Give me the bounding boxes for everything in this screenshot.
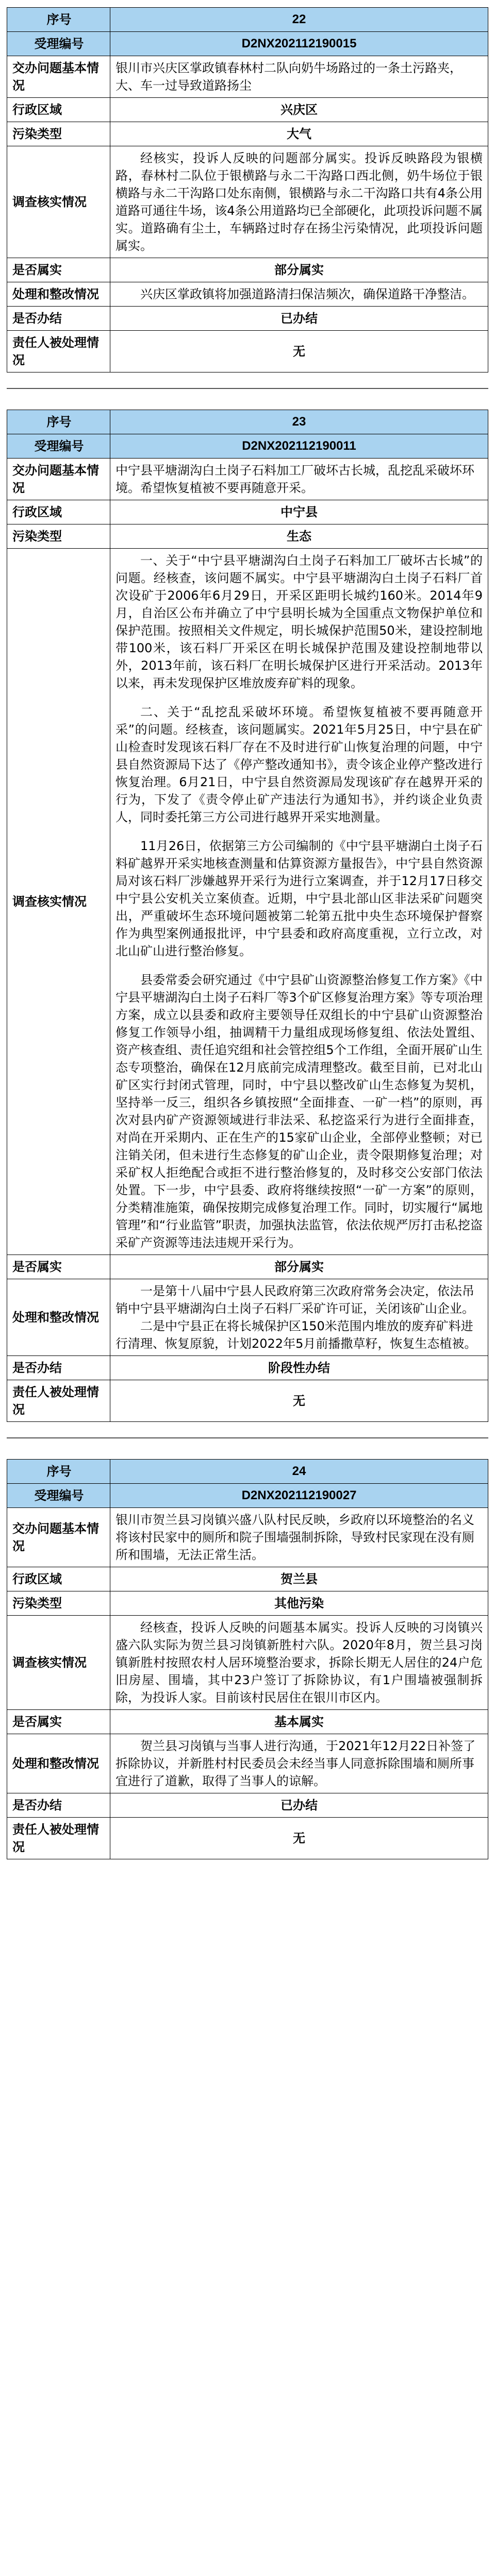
row-responsible	[7, 331, 488, 372]
label-code: 受理编号	[7, 32, 110, 56]
value-handling: 兴庆区掌政镇将加强道路清扫保洁频次，确保道路干净整洁。	[110, 282, 488, 307]
row-handling	[7, 1279, 488, 1356]
row-pollution	[7, 1591, 488, 1616]
value-is-true: 基本属实	[110, 1710, 488, 1734]
investigation-paragraph: 经核实，投诉人反映的问题部分属实。投诉反映路段为银横路，春林村二队位于银横路与永二干沟路口西北侧，奶牛场位于银横路与永二干沟路口处东南侧，银横路与永二干沟路口共有4条公用道路可通往牛场，该4条公用道路均已全部硬化，此项投诉问题不属实。道路确有尘土，车辆路过时存在扬尘污染情况，此项投诉问题属实。	[116, 151, 483, 253]
value-is-done: 阶段性办结	[110, 1356, 488, 1380]
row-investigation	[7, 146, 488, 258]
row-is-done	[7, 307, 488, 331]
value-district: 贺兰县	[110, 1567, 488, 1591]
value-issue: 中宁县平塘湖沟白土岗子石料加工厂破坏古长城，乱挖乱采破坏环境。希望恢复植被不要再随意开采。	[110, 459, 488, 500]
value-is-true: 部分属实	[110, 258, 488, 282]
label-investigation: 调查核实情况	[7, 549, 110, 1255]
investigation-paragraph: 一、关于“中宁县平塘湖沟白土岗子石料加工厂破坏古长城”的问题。经核查，该问题不属实。中宁县平塘湖沟白土岗子石料厂首次设矿于2006年6月29日，开采区距明长城约160米。2014年9月，自治区公布并确立了中宁县明长城为全国重点文物保护单位和保护范围。按照相关文件规定，明长城保护范围50米，建设控制地带100米，该石料厂开采区在明长城保护范围及建设控制地带以外，2013年前，该石料厂在明长城保护区进行开采活动。2013年以来，再未发现保护区堆放废弃矿料的现象。	[116, 553, 483, 690]
row-responsible	[7, 1818, 488, 1859]
label-handling: 处理和整改情况	[7, 1734, 110, 1793]
label-pollution: 污染类型	[7, 122, 110, 146]
row-code	[7, 32, 488, 56]
value-seq: 22	[110, 8, 488, 32]
value-pollution: 其他污染	[110, 1591, 488, 1616]
row-district	[7, 98, 488, 122]
row-district	[7, 500, 488, 524]
row-district	[7, 1567, 488, 1591]
value-handling	[110, 1279, 488, 1356]
label-investigation: 调查核实情况	[7, 146, 110, 258]
value-issue: 银川市贺兰县习岗镇兴盛八队村民反映，乡政府以环境整治的名义将该村民家中的厕所和院子围墙强制拆除，导致村民家现在没有厕所和围墙，无法正常生活。	[110, 1508, 488, 1567]
row-is-done	[7, 1356, 488, 1380]
label-seq: 序号	[7, 1460, 110, 1484]
label-is-true: 是否属实	[7, 1255, 110, 1279]
row-responsible	[7, 1380, 488, 1422]
value-district: 中宁县	[110, 500, 488, 524]
value-code: D2NX202112190011	[110, 434, 488, 459]
label-pollution: 污染类型	[7, 524, 110, 549]
value-seq: 24	[110, 1460, 488, 1484]
label-district: 行政区域	[7, 98, 110, 122]
value-is-done: 已办结	[110, 1793, 488, 1818]
value-is-true: 部分属实	[110, 1255, 488, 1279]
investigation-paragraph: 二、关于“乱挖乱采破坏环境。希望恢复植被不要再随意开采”的问题。经核查，该问题属实。2021年5月25日，中宁县在矿山检查时发现该石料厂存在不及时进行矿山恢复治理的问题，中宁县自然资源局下达了《停产整改通知书》，责令该企业停产整改进行恢复治理。6月21日，中宁县自然资源局发现该矿存在越界开采的行为，下发了《责令停止矿产违法行为通知书》，并约谈企业负责人，同时委托第三方公司进行越界开采实地测量。	[116, 705, 483, 824]
value-handling: 贺兰县习岗镇与当事人进行沟通，于2021年12月22日补签了拆除协议，并新胜村村民委员会未经当事人同意拆除围墙和厕所事宜进行了道歉，取得了当事人的谅解。	[110, 1734, 488, 1793]
value-issue: 银川市兴庆区掌政镇春林村二队向奶牛场路过的一条土污路夹，大、车一过导致道路扬尘	[110, 56, 488, 98]
value-investigation	[110, 1616, 488, 1710]
handling-paragraph: 一是第十八届中宁县人民政府第三次政府常务会决定，依法吊销中宁县平塘湖沟白土岗子石料厂采矿许可证，关闭该矿山企业。	[116, 1284, 474, 1316]
value-investigation	[110, 549, 488, 1255]
label-district: 行政区域	[7, 1567, 110, 1591]
label-investigation: 调查核实情况	[7, 1616, 110, 1710]
label-issue: 交办问题基本情况	[7, 459, 110, 500]
value-code: D2NX202112190015	[110, 32, 488, 56]
value-district: 兴庆区	[110, 98, 488, 122]
label-seq: 序号	[7, 410, 110, 434]
row-is-true	[7, 258, 488, 282]
row-investigation	[7, 549, 488, 1255]
row-issue	[7, 1508, 488, 1567]
label-handling: 处理和整改情况	[7, 1279, 110, 1356]
value-responsible: 无	[110, 1818, 488, 1859]
label-pollution: 污染类型	[7, 1591, 110, 1616]
label-issue: 交办问题基本情况	[7, 56, 110, 98]
label-is-true: 是否属实	[7, 258, 110, 282]
label-responsible: 责任人被处理情况	[7, 1818, 110, 1859]
investigation-paragraph: 县委常委会研究通过《中宁县矿山资源整治修复工作方案》《中宁县平塘湖沟白土岗子石料厂等3个矿区修复治理方案》等专项治理方案，成立以县委和政府主要领导任双组长的中宁县矿山资源整治修复工作领导小组，抽调精干力量组成现场修复组、依法处置组、资产核查组、责任追究组和社会管控组5个工作组，全面开展矿山生态专项整治，确保在12月底前完成清理整改。截至目前，已对北山矿区实行封闭式管理，同时，中宁县以整改矿山生态修复为契机，坚持举一反三，组织各乡镇按照“全面排查、一矿一档”的原则，再次对县内矿产资源领域进行非法采、私挖盗采行为进行全面排查，对尚在开采期内、正在生产的15家矿山企业，全部停业整顿；对已注销关闭，但未进行生态修复的矿山企业，责令限期修复治理；对采矿权人拒绝配合或拒不进行整治修复的，及时移交公安部门依法处置。下一步，中宁县委、政府将继续按照“一矿一方案”的原则，分类精准施策，确保按期完成修复治理工作。同时，切实履行“属地管理”和“行业监管”职责，加强执法监管，依法依规严厉打击私挖盗采矿产资源等违法违规开采行为。	[116, 973, 483, 1250]
row-seq	[7, 8, 488, 32]
value-investigation	[110, 146, 488, 258]
row-is-true	[7, 1255, 488, 1279]
value-pollution: 生态	[110, 524, 488, 549]
row-investigation	[7, 1616, 488, 1710]
record-table-23	[7, 410, 488, 1422]
row-issue	[7, 56, 488, 98]
label-responsible: 责任人被处理情况	[7, 1380, 110, 1422]
record-table-22	[7, 7, 488, 372]
label-is-true: 是否属实	[7, 1710, 110, 1734]
label-district: 行政区域	[7, 500, 110, 524]
row-is-true	[7, 1710, 488, 1734]
record-table-24	[7, 1459, 488, 1859]
label-seq: 序号	[7, 8, 110, 32]
row-code	[7, 434, 488, 459]
row-is-done	[7, 1793, 488, 1818]
value-responsible: 无	[110, 1380, 488, 1422]
row-seq	[7, 1460, 488, 1484]
label-handling: 处理和整改情况	[7, 282, 110, 307]
label-code: 受理编号	[7, 434, 110, 459]
label-responsible: 责任人被处理情况	[7, 331, 110, 372]
row-code	[7, 1484, 488, 1508]
label-is-done: 是否办结	[7, 307, 110, 331]
row-pollution	[7, 122, 488, 146]
row-handling	[7, 1734, 488, 1793]
investigation-paragraph: 11月26日，依据第三方公司编制的《中宁县平塘湖白土岗子石料矿越界开采实地核查测量和估算资源方量报告》，中宁县自然资源局对该石料厂涉嫌越界开采行为进行立案调查，并于12月17日移交中宁县公安机关立案侦查。近期，中宁县北部山区非法采矿问题突出，严重破坏生态环境问题被第二轮第五批中央生态环境保护督察作为典型案例通报批评，中宁县委和政府高度重视，立行立改，对北山矿山进行整治修复。	[116, 839, 483, 958]
investigation-paragraph: 经核查，投诉人反映的问题基本属实。投诉人反映的习岗镇兴盛六队实际为贺兰县习岗镇新胜村六队。2020年8月，贺兰县习岗镇新胜村按照农村人居环境整治要求，拆除长期无人居住的24户危旧房屋、围墙，其中23户签订了拆除协议，有1户围墙被强制拆除，为投诉人家。目前该村民居住在银川市区内。	[116, 1620, 483, 1705]
row-pollution	[7, 524, 488, 549]
value-is-done: 已办结	[110, 307, 488, 331]
label-code: 受理编号	[7, 1484, 110, 1508]
value-seq: 23	[110, 410, 488, 434]
label-is-done: 是否办结	[7, 1356, 110, 1380]
value-responsible: 无	[110, 331, 488, 372]
value-pollution: 大气	[110, 122, 488, 146]
row-issue	[7, 459, 488, 500]
value-code: D2NX202112190027	[110, 1484, 488, 1508]
label-is-done: 是否办结	[7, 1793, 110, 1818]
row-handling	[7, 282, 488, 307]
row-seq	[7, 410, 488, 434]
handling-paragraph: 二是中宁县正在将长城保护区150米范围内堆放的废弃矿料进行清理、恢复原貌，计划2022年5月前播撒草籽，恢复生态植被。	[116, 1319, 477, 1351]
label-issue: 交办问题基本情况	[7, 1508, 110, 1567]
